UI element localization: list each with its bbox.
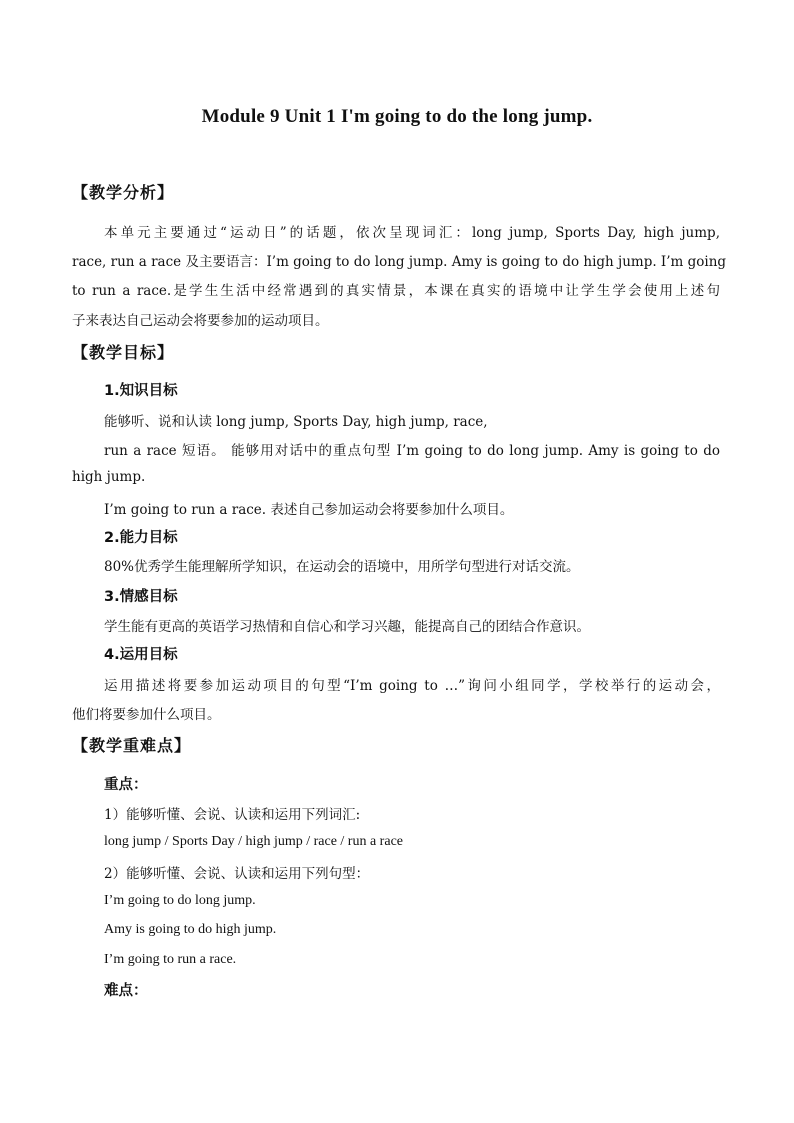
knowledge-line-2: run a race 短语。 能够用对话中的重点句型 I’m going to do long jump. Amy is going to do [104, 443, 720, 459]
goal-application-label: 4.运用目标 [104, 647, 178, 663]
focus-item-1: 1）能够听懂、会说、认读和运用下列词汇: [104, 807, 361, 823]
goal-knowledge-label: 1.知识目标 [104, 383, 178, 399]
sentence-1: I’m going to do long jump. [104, 893, 256, 908]
sentence-3: I’m going to run a race. [104, 952, 237, 967]
knowledge-line-1: 能够听、说和认读 long jump, Sports Day, high jump, race, [104, 414, 488, 430]
goal-ability-label: 2.能力目标 [104, 530, 178, 546]
knowledge-line-3: high jump. [72, 469, 146, 485]
section-heading-analysis: 【教学分析】 [72, 183, 175, 202]
analysis-line-1: 本单元主要通过“运动日”的话题，依次呈现词汇：long jump, Sports Day, high jump, [104, 225, 720, 241]
emotion-text: 学生能有更高的英语学习热情和自信心和学习兴趣，能提高自己的团结合作意识。 [104, 619, 590, 635]
application-line-2: 他们将要参加什么项目。 [72, 707, 221, 723]
ability-text: 80%优秀学生能理解所学知识，在运动会的语境中，用所学句型进行对话交流。 [104, 559, 580, 575]
sentence-2: Amy is going to do high jump. [104, 922, 277, 937]
goal-emotion-label: 3.情感目标 [104, 589, 178, 605]
document-title: Module 9 Unit 1 I'm going to do the long jump. [201, 106, 593, 127]
application-line-1: 运用描述将要参加运动项目的句型“I’m going to …”询问小组同学，学校举行的运动会， [104, 678, 720, 694]
difficulty-label: 难点： [104, 983, 148, 999]
section-heading-goals: 【教学目标】 [72, 343, 175, 362]
section-heading-keypoints: 【教学重难点】 [72, 736, 192, 755]
analysis-line-4: 子来表达自己运动会将要参加的运动项目。 [72, 313, 329, 329]
focus-label: 重点： [104, 777, 148, 793]
focus-item-2: 2）能够听懂、会说、认读和运用下列句型： [104, 866, 370, 882]
focus-vocab: long jump / Sports Day / high jump / race / run a race [104, 834, 403, 849]
analysis-line-2: race, run a race 及主要语言：I’m going to do long jump. Amy is going to do high jump. I’m going [72, 254, 727, 270]
knowledge-line-4: I’m going to run a race. 表述自己参加运动会将要参加什么项目。 [104, 502, 514, 518]
analysis-line-3: to run a race.是学生生活中经常遇到的真实情景，本课在真实的语境中让学生学会使用上述句 [72, 283, 720, 299]
